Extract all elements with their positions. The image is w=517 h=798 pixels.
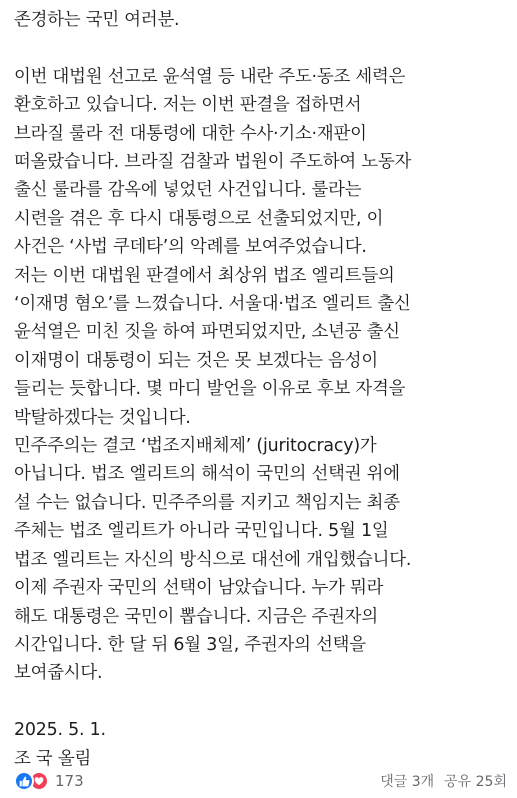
post-line: 들리는 듯합니다. 몇 마디 발언을 이유로 후보 자격을 <box>14 379 406 400</box>
post-line: 설 수는 없습니다. 민주주의를 지키고 책임지는 최종 <box>14 492 400 513</box>
post-line: 사건은 ‘사법 쿠데타’의 악례를 보여주었습니다. <box>14 237 367 258</box>
post-line: 법조 엘리트는 자신의 방식으로 대선에 개입했습니다. <box>14 549 412 570</box>
post-line: 아닙니다. 법조 엘리트의 해석이 국민의 선택권 위에 <box>14 464 400 485</box>
post-line: 존경하는 국민 여러분. <box>14 10 180 30</box>
like-icon <box>14 771 34 791</box>
post-line-blank <box>14 34 509 62</box>
post-line: 윤석열은 미친 짓을 하여 파면되었지만, 소년공 출신 <box>14 322 400 343</box>
share-count-link[interactable]: 공유 25회 <box>444 774 507 790</box>
post-footer <box>0 764 517 798</box>
post-line: 환호하고 있습니다. 저는 이번 판결을 접하면서 <box>14 95 362 116</box>
post-line: 보여줍시다. <box>14 663 103 684</box>
post-line: 시련을 겪은 후 다시 대통령으로 선출되었지만, 이 <box>14 208 384 229</box>
post-date: 2025. 5. 1. <box>14 720 106 741</box>
post-line: 이제 주권자 국민의 선택이 남았습니다. 누가 뭐라 <box>14 578 384 599</box>
post-stats <box>380 771 507 791</box>
post-line: 이재명이 대통령이 되는 것은 못 보겠다는 음성이 <box>14 350 378 371</box>
post-line: 저는 이번 대법원 판결에서 최상위 법조 엘리트들의 <box>14 265 395 286</box>
post-signature: 조 국 올림 <box>14 748 92 769</box>
post-line: 이번 대법원 선고로 윤석열 등 내란 주도·동조 세력은 <box>14 66 406 87</box>
post-line: 민주주의는 결코 ‘법조지배체제’ (juritocracy)가 <box>14 436 377 457</box>
post-line: 해도 대통령은 국민이 뽑습니다. 지금은 주권자의 <box>14 606 378 627</box>
post-line: 시간입니다. 한 달 뒤 6월 3일, 주권자의 선택을 <box>14 634 366 655</box>
post-line: 브라질 룰라 전 대통령에 대한 수사·기소·재판이 <box>14 123 367 144</box>
post-line: 떠올랐습니다. 브라질 검찰과 법원이 주도하여 노동자 <box>14 152 412 173</box>
reaction-count: 173 <box>55 772 84 790</box>
post-body <box>14 6 509 773</box>
post-line: 출신 룰라를 감옥에 넣었던 사건입니다. 룰라는 <box>14 180 362 201</box>
post-line: 주체는 법조 엘리트가 아니라 국민입니다. 5월 1일 <box>14 521 389 542</box>
post-line: 박탈하겠다는 것입니다. <box>14 407 191 428</box>
post-line: ‘이재명 혐오’를 느꼈습니다. 서울대·법조 엘리트 출신 <box>14 294 411 315</box>
post-line-blank <box>14 688 509 716</box>
comment-count-link[interactable]: 댓글 3개 <box>380 774 435 790</box>
reactions-summary[interactable] <box>14 771 84 791</box>
